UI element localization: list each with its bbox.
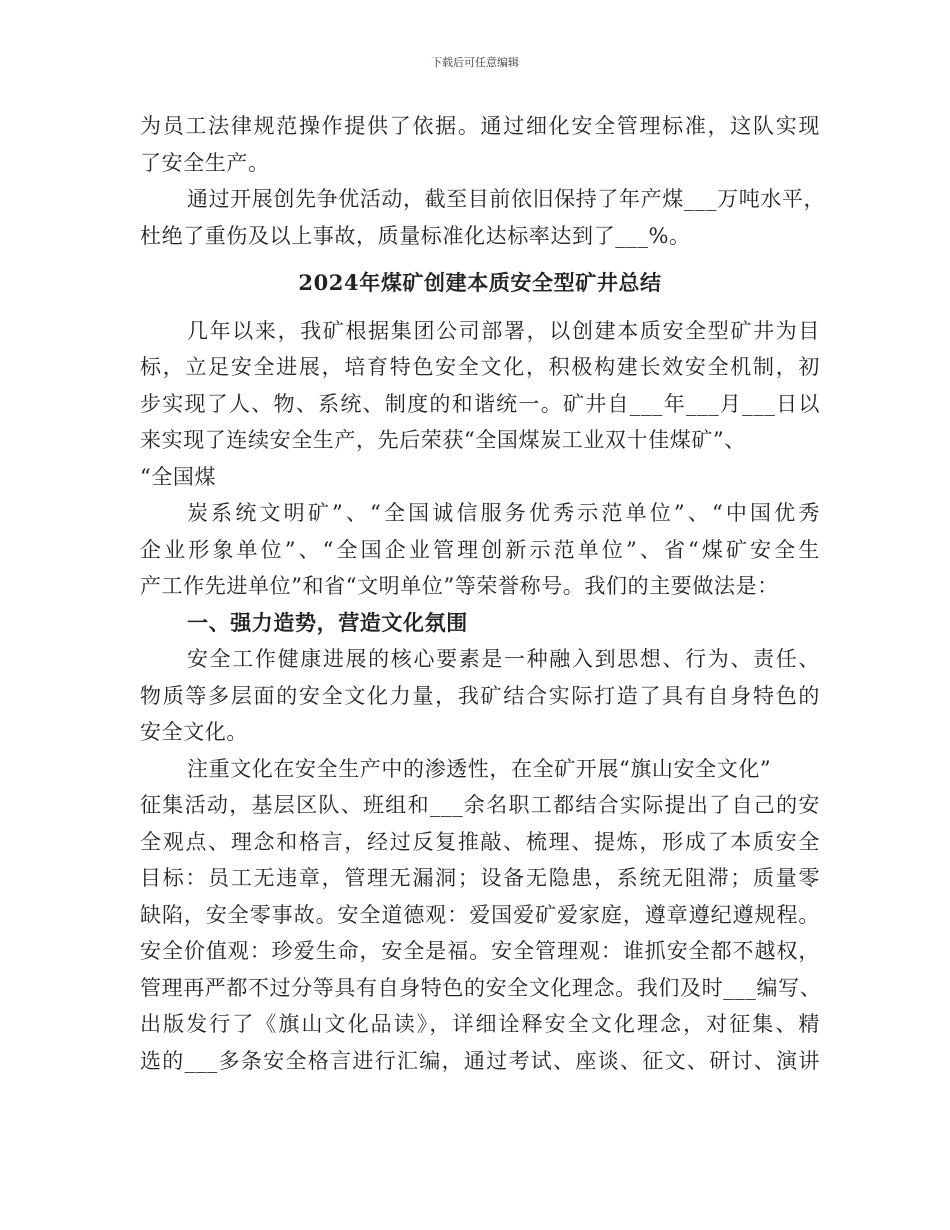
paragraph-line: 注重文化在安全生产中的渗透性，在全矿开展“旗山安全文化” <box>187 756 772 781</box>
paragraph-line: 为员工法律规范操作提供了依据。通过细化安全管理标准，这队实现 <box>140 114 820 138</box>
page-header: 下载后可任意编辑 <box>431 56 519 69</box>
paragraph-line: 缺陷，安全零事故。安全道德观：爱国爱矿爱家庭，遵章遵纪遵规程。 <box>140 902 820 927</box>
document-body <box>140 108 826 1079</box>
paragraph-line: 杜绝了重伤及以上事故，质量标准化达标率达到了___%。 <box>140 223 691 248</box>
paragraph-line: 几年以来，我矿根据集团公司部署，以创建本质安全型矿井为目 <box>187 318 820 343</box>
paragraph-line: 来实现了连续安全生产，先后荣获“全国煤炭工业双十佳煤矿”、 <box>140 428 746 452</box>
paragraph-line: 管理再严都不过分等具有自身特色的安全文化理念。我们及时___编写、 <box>140 975 822 1000</box>
paragraph-line: 目标：员工无违章，管理无漏洞；设备无隐患，系统无阻滞；质量零 <box>140 866 820 890</box>
paragraph-line: 安全文化。 <box>140 720 248 744</box>
paragraph-line: 标，立足安全进展，培育特色安全文化，积极构建长效安全机制，初 <box>140 355 820 379</box>
paragraph-line: 物质等多层面的安全文化力量，我矿结合实际打造了具有自身特色的 <box>140 683 820 708</box>
section-heading: 一、强力造势，营造文化氛围 <box>187 610 468 635</box>
paragraph-line: 征集活动，基层区队、班组和___余名职工都结合实际提出了自己的安 <box>140 793 820 817</box>
paragraph-line: 了安全生产。 <box>140 150 270 175</box>
paragraph-line: 产工作先进单位”和省“文明单位”等荣誉称号。我们的主要做法是： <box>140 574 779 598</box>
document-title: 2024年煤矿创建本质安全型矿井总结 <box>298 270 662 295</box>
paragraph-line: 选的___多条安全格言进行汇编，通过考试、座谈、征文、研讨、演讲 <box>140 1048 820 1073</box>
paragraph-line: 步实现了人、物、系统、制度的和谐统一。矿井自___年___月___日以 <box>140 391 820 416</box>
paragraph-line: “全国煤 <box>140 464 217 489</box>
paragraph-line: 炭系统文明矿”、“全国诚信服务优秀示范单位”、“中国优秀 <box>187 501 820 525</box>
paragraph-line: 全观点、理念和格言，经过反复推敲、梳理、提炼，形成了本质安全 <box>140 829 820 854</box>
paragraph-line: 企业形象单位”、“全国企业管理创新示范单位”、省“煤矿安全生 <box>140 537 820 562</box>
paragraph-line: 安全价值观：珍爱生命，安全是福。安全管理观：谁抓安全都不越权， <box>140 939 820 963</box>
paragraph-line: 通过开展创先争优活动，截至目前依旧保持了年产煤___万吨水平， <box>187 187 826 211</box>
paragraph-line: 出版发行了《旗山文化品读》，详细诠释安全文化理念，对征集、精 <box>140 1012 820 1036</box>
paragraph-line: 安全工作健康进展的核心要素是一种融入到思想、行为、责任、 <box>187 647 820 671</box>
